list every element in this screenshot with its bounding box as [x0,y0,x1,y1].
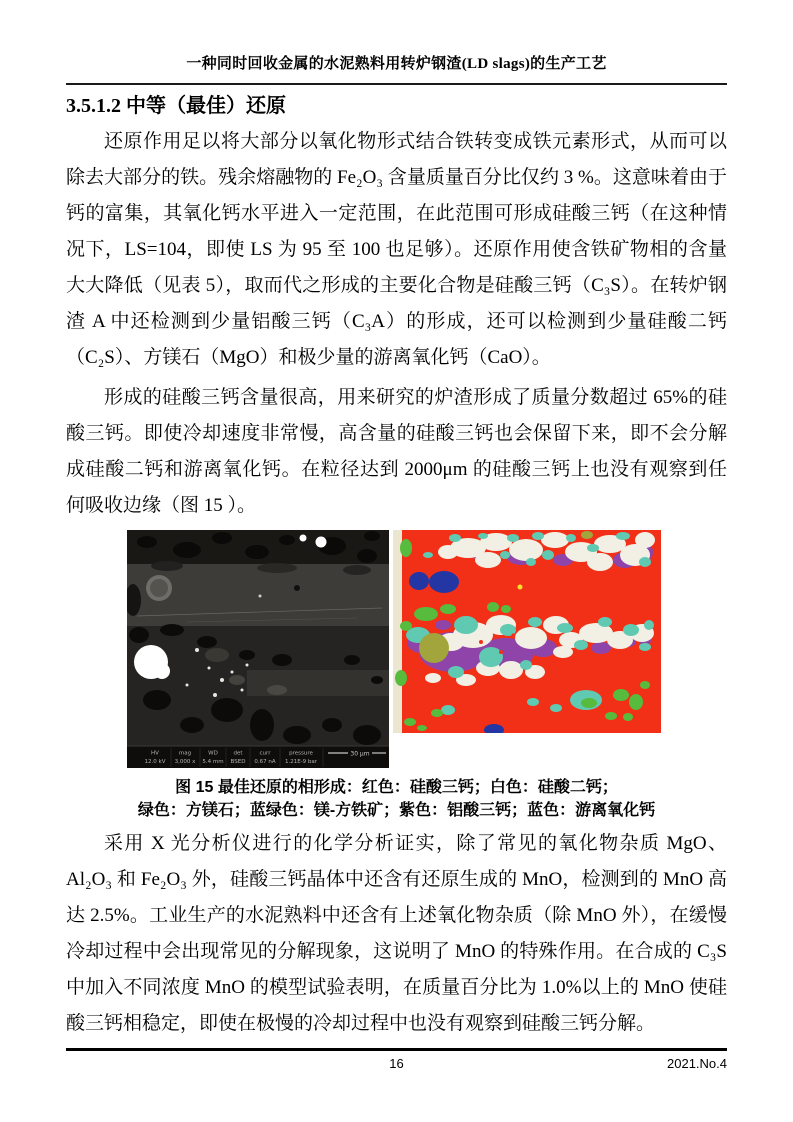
sem-scale-label: 30 μm [350,750,370,758]
paragraph-2: 形成的硅酸三钙含量很高，用来研究的炉渣形成了质量分数超过 65%的硅酸三钙。即使冷却速度非常慢，高含量的硅酸三钙也会保留下来，即不会分解成硅酸二钙和游离氧化钙。在粒径达到 2000μm 的硅酸三钙上也没有观察到任何吸收边缘（图 15 ）。 [66,387,727,516]
page-footer [66,1048,727,1073]
figure-caption-line-2: 绿色：方镁石；蓝绿色：镁-方铁矿；紫色：铝酸三钙；蓝色：游离氧化钙 [137,802,656,819]
running-header-title: 一种同时回收金属的水泥熟料用转炉钢渣(LD slags)的生产工艺 [66,54,727,85]
sem-label-curr: curr [259,750,271,757]
footer-row [66,1054,727,1073]
paragraph-3: 采用 X 光分析仪进行的化学分析证实，除了常见的氧化物杂质 MgO、Al₂O₃ 和 Fe₂O₃ 外，硅酸三钙晶体中还含有还原生成的 MnO，检测到的 MnO 高达 2.5%。工业生产的水泥熟料中还含有上述氧化物杂质（除 MnO 外），在缓慢冷却过程中会出现常见的分解现象，这说明了 MnO 的特殊作用。在合成的 C₃S 中加入不同浓度 MnO 的模型试验表明，在质量百分比为 1.0%以上的 MnO 使硅酸三钙相稳定，即使在极慢的冷却过程中也没有观察到硅酸三钙分解。 [66,833,727,1034]
sem-value-pressure: 1.21E-9 bar [284,759,318,765]
sem-value-hv: 12.0 kV [144,759,166,765]
page-number: 16 [389,1056,404,1071]
sem-top-dark-band [127,530,389,564]
figure-15 [127,530,727,768]
sem-info-bar [127,746,389,768]
sem-label-wd: WD [208,750,218,757]
issue-number: 2021.No.4 [667,1056,727,1071]
section-heading: 3.5.1.2 中等（最佳）还原 [66,95,286,117]
sem-value-curr: 0.67 nA [254,759,276,765]
sem-value-wd: 5.4 mm [202,759,224,765]
sem-value-det: BSED [230,759,246,765]
figure-15-caption [66,776,727,822]
sem-label-hv: HV [151,750,159,757]
sem-lower-region [127,624,389,746]
paragraph-1: 还原作用足以将大部分以氧化物形式结合铁转变成铁元素形式，从而可以除去大部分的铁。残余熔融物的 Fe₂O₃ 含量质量百分比仅约 3 %。这意味着由于钙的富集，其氧化钙水平进入一定范围，在此范围可形成硅酸三钙（在这种情况下，LS=104，即使 LS 为 95 至 100 也足够）。还原作用使含铁矿物相的含量大大降低（见表 5），取而代之形成的主要化合物是硅酸三钙（C₃S）。在转炉钢渣 A 中还检测到少量铝酸三钙（C₃A）的形成，还可以检测到少量硅酸二钙（C₂S）、方镁石（MgO）和极少量的游离氧化钙（CaO）。 [66,131,727,368]
phase-strip [393,530,402,733]
sem-mid-gray-band [127,561,389,626]
figure-caption-line-1: 图 15 最佳还原的相形成：红色：硅酸三钙；白色：硅酸二钙； [175,779,618,796]
sem-micrograph-image [127,530,389,768]
phase-map-image [393,530,661,733]
sem-label-pressure: pressure [289,750,313,757]
sem-label-mag: mag [178,750,192,757]
sem-value-mag: 3,000 x [174,759,196,765]
phase-yellow-dot [518,585,523,590]
sem-label-det: det [233,750,243,757]
